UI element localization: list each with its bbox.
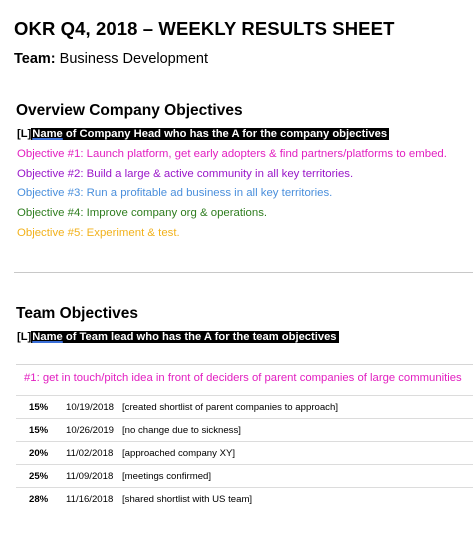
team-lead-highlight bbox=[31, 331, 338, 343]
team-lead-line bbox=[17, 330, 339, 345]
table-objective-header: #1: get in touch/pitch idea in front of deciders of parent companies of large communities bbox=[24, 372, 462, 384]
progress-percent: 25% bbox=[29, 471, 49, 482]
week-date: 11/09/2018 bbox=[66, 471, 114, 482]
progress-percent: 15% bbox=[29, 425, 49, 436]
week-date: 10/26/2019 bbox=[66, 425, 115, 436]
company-lead-description: of Company Head who has the A for the company objectives bbox=[62, 128, 388, 140]
team-lead-name: Name bbox=[32, 331, 63, 343]
progress-note: [meetings confirmed] bbox=[122, 471, 212, 482]
table-row bbox=[16, 464, 473, 488]
table-row bbox=[16, 418, 473, 442]
progress-note: [shared shortlist with US team] bbox=[122, 494, 253, 505]
page-title: OKR Q4, 2018 – WEEKLY RESULTS SHEET bbox=[14, 18, 395, 39]
lead-marker: [L] bbox=[17, 331, 32, 343]
table-row bbox=[16, 487, 473, 511]
company-lead-highlight bbox=[31, 128, 389, 140]
company-objectives-heading: Overview Company Objectives bbox=[16, 102, 243, 119]
objective-5: Objective #5: Experiment & test. bbox=[17, 227, 180, 239]
objective-1: Objective #1: Launch platform, get early adopters & find partners/platforms to embed. bbox=[17, 148, 447, 160]
team-objectives-heading: Team Objectives bbox=[16, 305, 139, 322]
team-label: Team: bbox=[14, 51, 56, 67]
week-date: 11/16/2018 bbox=[66, 494, 114, 505]
progress-note: [created shortlist of parent companies to approach] bbox=[122, 402, 338, 413]
progress-percent: 15% bbox=[29, 402, 49, 413]
progress-note: [no change due to sickness] bbox=[122, 425, 241, 436]
lead-marker: [L] bbox=[17, 128, 32, 140]
section-divider bbox=[14, 272, 473, 273]
table-row bbox=[16, 395, 473, 419]
week-date: 10/19/2018 bbox=[66, 402, 115, 413]
company-lead-line bbox=[17, 127, 389, 142]
week-date: 11/02/2018 bbox=[66, 448, 114, 459]
table-row bbox=[16, 441, 473, 465]
progress-note: [approached company XY] bbox=[122, 448, 236, 459]
company-lead-name: Name bbox=[32, 128, 63, 140]
objective-4: Objective #4: Improve company org & operations. bbox=[17, 207, 268, 219]
team-value: Business Development bbox=[59, 51, 208, 67]
results-table bbox=[16, 364, 473, 515]
team-lead-description: of Team lead who has the A for the team objectives bbox=[62, 331, 337, 343]
objective-3: Objective #3: Run a profitable ad business in all key territories. bbox=[17, 187, 333, 199]
progress-percent: 28% bbox=[29, 494, 49, 505]
objective-2: Objective #2: Build a large & active community in all key territories. bbox=[17, 168, 354, 180]
progress-percent: 20% bbox=[29, 448, 49, 459]
team-line bbox=[14, 51, 208, 67]
